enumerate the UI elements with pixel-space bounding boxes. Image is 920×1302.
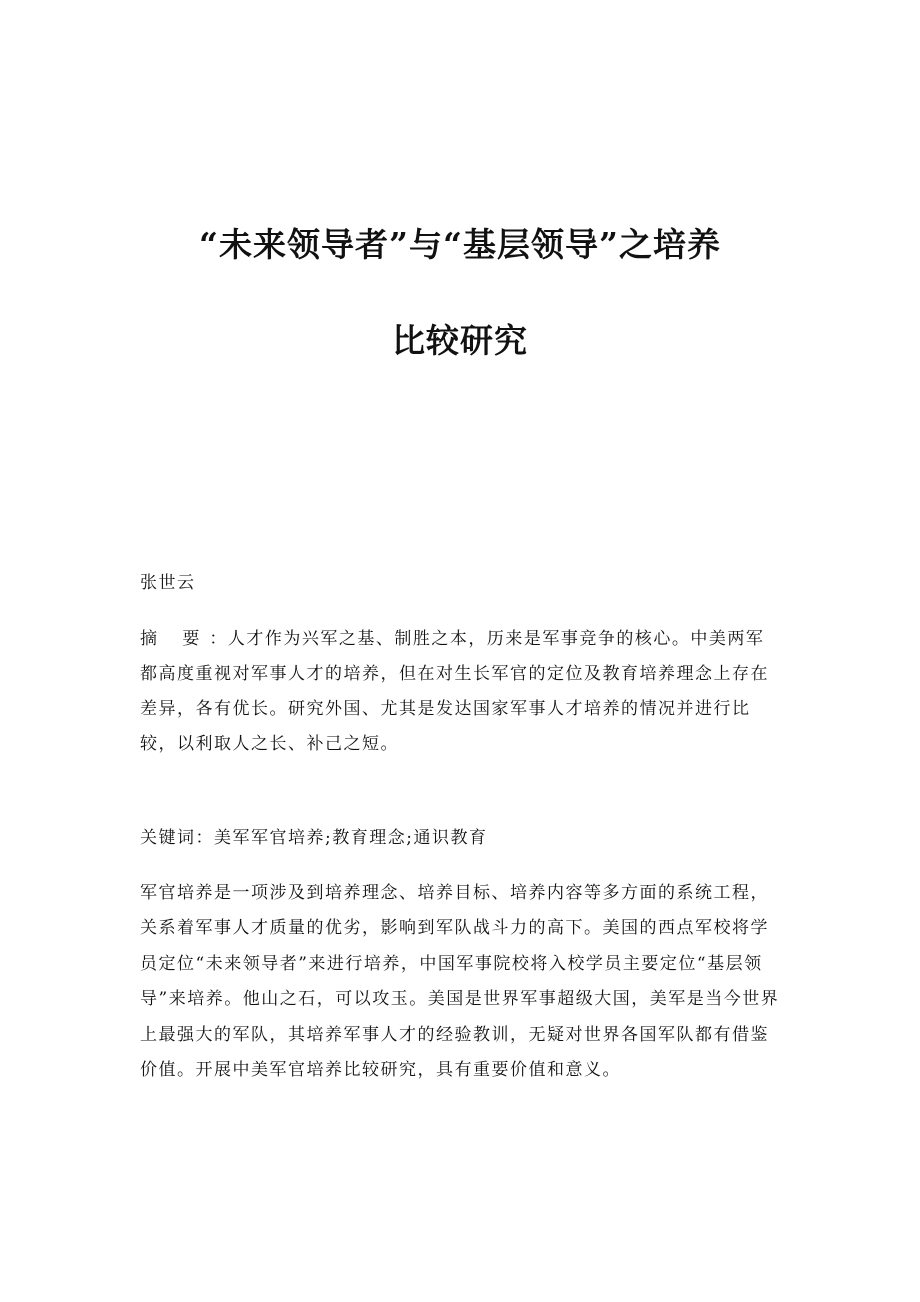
keywords <box>140 823 780 848</box>
abstract <box>140 622 780 762</box>
paper-title-line-2: 比较研究 <box>392 321 528 360</box>
abstract-colon: ： <box>209 629 228 649</box>
author-name: 张世云 <box>140 573 196 593</box>
paper-title-line-1: “未来领导者”与“基层领导”之培养 <box>199 225 721 264</box>
keywords-label: 关键词： <box>140 828 214 848</box>
abstract-label: 摘 要 <box>140 629 210 649</box>
keywords-text: 美军军官培养;教育理念;通识教育 <box>214 828 488 848</box>
body-paragraph: 军官培养是一项涉及到培养理念、培养目标、培养内容等多方面的系统工程，关系着军事人才质量的优劣，影响到军队战斗力的高下。美国的西点军校将学员定位“未来领导者”来进行培养，中国军事院校将入校学员主要定位“基层领导”来培养。他山之石，可以攻玉。美国是世界军事超级大国，美军是当今世界上最强大的军队，其培养军事人才的经验教训，无疑对世界各国军队都有借鉴价值。开展中美军官培养比较研究，具有重要价值和意义。 <box>140 883 780 1081</box>
abstract-text: 人才作为兴军之基、制胜之本，历来是军事竞争的核心。中美两军都高度重视对军事人才的培养，但在对生长军官的定位及教育培养理念上存在差异，各有优长。研究外国、尤其是发达国家军事人才培养的情况并进行比较，以利取人之长、补己之短。 <box>140 629 769 754</box>
